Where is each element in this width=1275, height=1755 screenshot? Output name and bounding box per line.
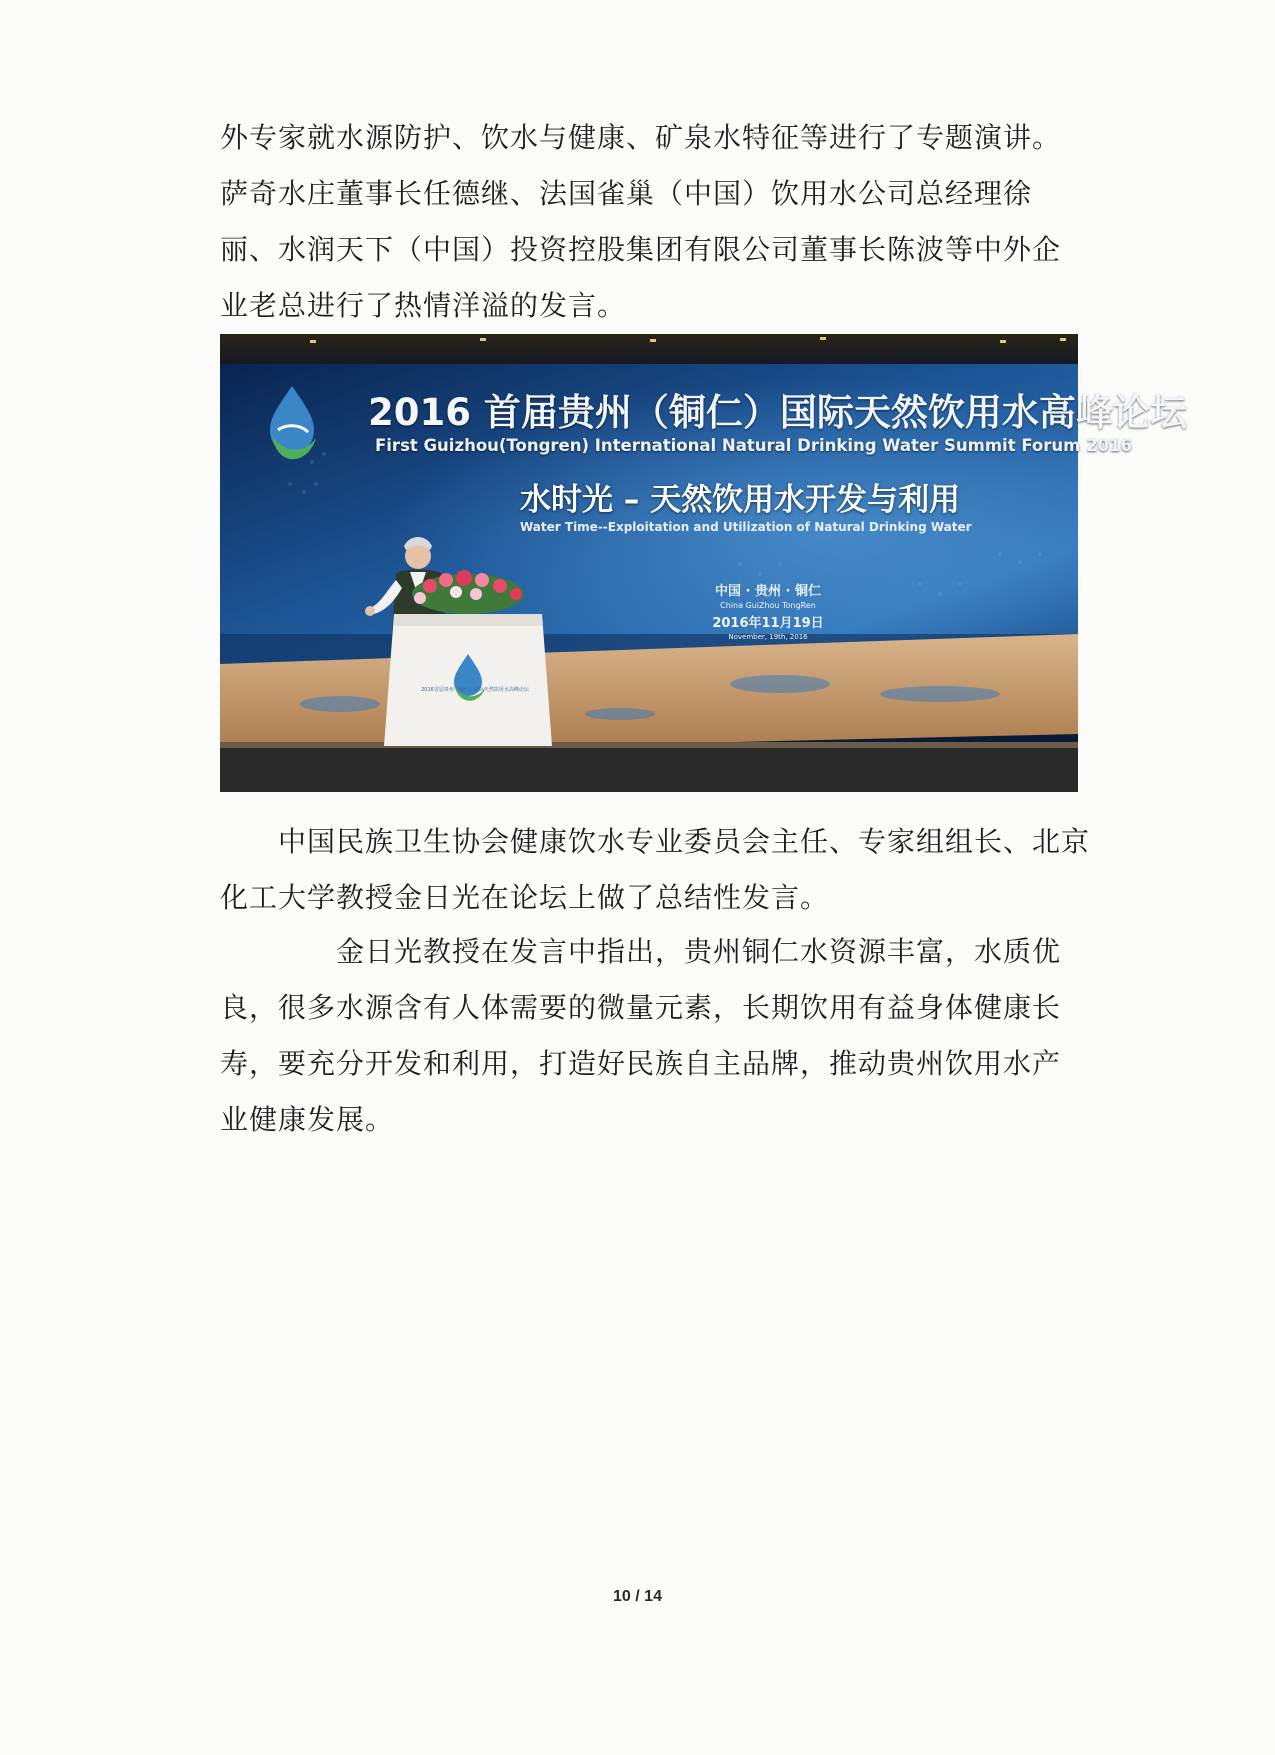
forum-photo xyxy=(220,334,1187,792)
podium xyxy=(384,614,552,746)
paragraph-summary-speaker xyxy=(220,814,1091,926)
banner-theme: 水时光 – 天然饮用水开发与利用 xyxy=(520,482,961,518)
banner-title: 2016 首届贵州（铜仁）国际天然饮用水高峰论坛 xyxy=(368,391,1187,434)
podium-label: 2016首届贵州（铜仁）国际天然饮用水高峰论坛 xyxy=(421,687,529,693)
text-line: 金日光教授在发言中指出，贵州铜仁水资源丰富，水质优 xyxy=(220,935,1062,968)
text-line: 化工大学教授金日光在论坛上做了总结性发言。 xyxy=(220,881,830,914)
text-line: 良，很多水源含有人体需要的微量元素，长期饮用有益身体健康长 xyxy=(220,991,1062,1024)
paragraph-speech-content xyxy=(220,924,1078,1148)
location-en: China GuiZhou TongRen xyxy=(720,601,816,610)
banner-theme-english: Water Time--Exploitation and Utilization of Natural Drinking Water xyxy=(520,520,972,534)
location-cn: 中国 · 贵州 · 铜仁 xyxy=(715,584,821,599)
text-line: 丽、水润天下（中国）投资控股集团有限公司董事长陈波等中外企 xyxy=(220,233,1062,266)
text-line: 外专家就水源防护、饮水与健康、矿泉水特征等进行了专题演讲。 xyxy=(220,121,1062,154)
text-line: 寿，要充分开发和利用，打造好民族自主品牌，推动贵州饮用水产 xyxy=(220,1047,1062,1080)
paragraph-speakers xyxy=(220,110,1078,334)
banner-subtitle: First Guizhou(Tongren) International Natural Drinking Water Summit Forum 2016 xyxy=(375,436,1133,455)
date-cn: 2016年11月19日 xyxy=(712,616,824,631)
text-line: 业老总进行了热情洋溢的发言。 xyxy=(220,289,627,322)
page-number: 10 / 14 xyxy=(613,1588,662,1605)
date-en: November, 19th, 2016 xyxy=(728,633,808,641)
banner-location-date xyxy=(698,580,838,641)
text-line: 业健康发展。 xyxy=(220,1103,395,1136)
text-line: 中国民族卫生协会健康饮水专业委员会主任、专家组组长、北京 xyxy=(220,825,1091,858)
text-line: 萨奇水庄董事长任德继、法国雀巢（中国）饮用水公司总经理徐 xyxy=(220,177,1033,210)
